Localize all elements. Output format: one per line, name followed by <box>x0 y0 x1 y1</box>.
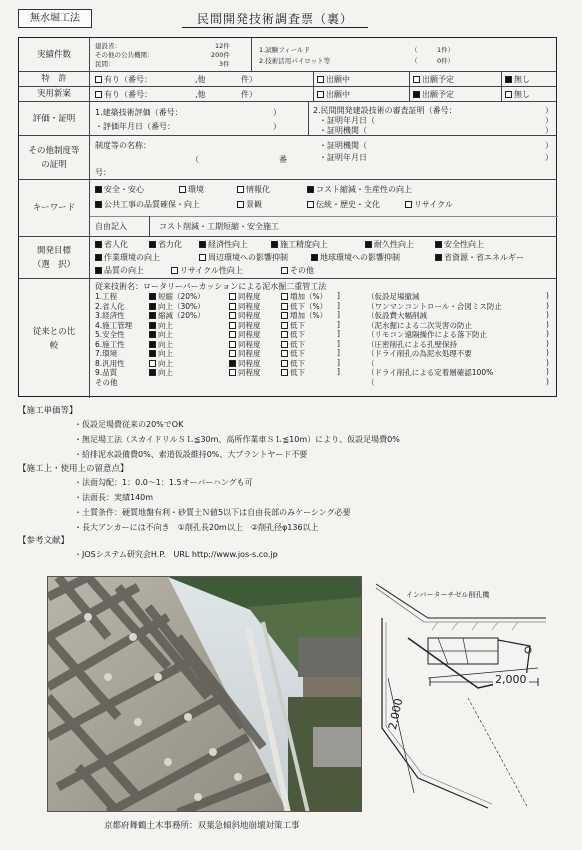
paren: ) <box>546 367 549 376</box>
goal-option: 省資源・省エネルギー <box>444 253 524 262</box>
checkbox-checked[interactable] <box>311 254 318 261</box>
bracket: ] <box>337 310 340 319</box>
goal-option: 省力化 <box>158 240 182 249</box>
comparison-text: 縮減（20%） <box>158 311 205 320</box>
comparison-text: 増加（%） <box>290 311 328 320</box>
comparison-text: （仮設費大幅削減 <box>367 311 427 320</box>
checkbox-checked[interactable] <box>435 254 442 261</box>
checkbox-checked[interactable] <box>149 341 156 348</box>
paren: ） <box>545 116 553 125</box>
row-hikaku <box>19 278 556 398</box>
list-item: ・長大アンカーには不向き ①削孔長20m以上 ②削孔径φ136以上 <box>74 523 319 532</box>
comparison-text: （リモコン遠隔操作による落下防止 <box>367 330 487 339</box>
comparison-item <box>95 377 118 388</box>
checkbox[interactable] <box>95 91 102 98</box>
comparison-text: （ドライ削孔の為泥水処理不要 <box>367 349 472 358</box>
checkbox[interactable] <box>405 201 412 208</box>
comparison-text: 同程度 <box>238 292 261 301</box>
comparison-text: 低下 <box>290 320 305 330</box>
title-underline <box>182 27 368 28</box>
checkbox[interactable] <box>281 350 288 357</box>
comparison-text: 同程度 <box>238 358 261 368</box>
hyoka-r2: ・証明年月日（ <box>319 116 375 125</box>
jitsuyo-shutsugan: 出願中 <box>326 90 350 99</box>
bracket: ] <box>337 357 340 367</box>
comparison-text: 同程度 <box>238 368 261 377</box>
comparison-text: 6.施工性 <box>95 339 125 349</box>
jisseki-item: 民間： <box>95 60 115 68</box>
checkbox[interactable] <box>229 293 236 300</box>
list-item: ・法面長：実績140m <box>74 493 154 502</box>
paren: ） <box>273 108 281 117</box>
hyoka-l2: ・評価年月日（番号： <box>95 122 175 131</box>
list-item: ・土質条件：硬質地盤有利・砂質土Ｎ値5以下は自由長部のみケーシング必要 <box>74 508 351 517</box>
tokkyo-label: 特 許 <box>19 72 90 86</box>
checkbox-checked[interactable] <box>149 241 156 248</box>
list-item: ・仮設足場費従来の20%でOK <box>74 420 184 429</box>
paren: ) <box>546 319 549 329</box>
method-tag: 無水堀工法 <box>18 9 92 28</box>
checkbox[interactable] <box>229 303 236 310</box>
tokkyo-ari: 有り（番号： <box>104 75 152 84</box>
keyword-option: 景観 <box>246 200 262 209</box>
comparison-note <box>367 377 375 388</box>
list-item: ・無足場工法（スカイドリルＳＬ≦30m、高所作業車ＳＬ≦10m）により、仮設足場費0% <box>74 435 400 444</box>
checkbox-checked[interactable] <box>307 186 314 193</box>
comparison-text: 5.安全性 <box>95 330 125 339</box>
checkbox-checked[interactable] <box>149 369 156 376</box>
section-diagram <box>368 578 546 818</box>
comparison-text: 同程度 <box>238 330 261 339</box>
row-hyoka <box>19 101 556 135</box>
checkbox[interactable] <box>95 76 102 83</box>
tokkyo-ta: ,他 <box>195 75 206 84</box>
jitsuyo-ta: ,他 <box>195 90 206 99</box>
comparison-text: 3.経済性 <box>95 311 125 320</box>
checkbox[interactable] <box>229 312 236 319</box>
checkbox[interactable] <box>281 267 288 274</box>
checkbox-checked[interactable] <box>229 360 236 367</box>
hyoka-l1: 1.建築技術評価（番号： <box>95 108 183 117</box>
section-heading: 【参考文献】 <box>18 536 70 546</box>
paren: ） <box>545 126 553 135</box>
comparison-text: （ワンマンコントロール・合図ミス防止 <box>367 301 502 311</box>
bracket: ] <box>337 319 340 329</box>
sonota-r1: ・証明機関（ <box>319 141 367 150</box>
paren: ) <box>546 348 549 357</box>
hikaku-label: 従来との比較 <box>19 279 90 398</box>
checkbox[interactable] <box>317 91 324 98</box>
bracket: ] <box>337 348 340 357</box>
checkbox-checked[interactable] <box>413 91 420 98</box>
comparison-text: 向上 <box>158 358 173 368</box>
photo-illustration <box>48 577 362 812</box>
checkbox-checked[interactable] <box>505 76 512 83</box>
checkbox-checked[interactable] <box>149 331 156 338</box>
paren: ) <box>546 300 549 310</box>
goal-option: 経済性向上 <box>208 240 248 249</box>
paren: ) <box>546 329 549 338</box>
bracket: ] <box>337 300 340 310</box>
goal-option: 省人化 <box>104 240 128 249</box>
sonota-label: その他制度等の証明 <box>19 136 90 179</box>
survey-table <box>18 37 557 397</box>
sonota-l2b: 番 <box>279 155 287 164</box>
tokkyo-nashi: 無し <box>514 75 530 84</box>
site-photo <box>47 576 362 812</box>
checkbox-checked[interactable] <box>95 241 102 248</box>
diagram-label: インバーターチゼル削孔機 <box>406 591 490 599</box>
keyword-option: コスト縮減・生産性の向上 <box>316 185 412 194</box>
jisseki-count: 12件 <box>215 42 230 50</box>
comparison-option-better <box>149 367 173 378</box>
row-keyword <box>19 179 556 236</box>
section-heading: 【施工上・使用上の留意点】 <box>18 464 129 474</box>
jisseki-label: 実績件数 <box>19 38 90 71</box>
checkbox[interactable] <box>229 322 236 329</box>
tokkyo-shutsugan: 出願中 <box>326 75 350 84</box>
comparison-text: 低下 <box>290 358 305 368</box>
comparison-text: 2.省人化 <box>95 301 125 311</box>
paren: ） <box>545 141 553 150</box>
comparison-text: 向上 <box>158 349 173 358</box>
comparison-text: 同程度 <box>238 301 261 311</box>
comparison-text: 同程度 <box>238 349 261 358</box>
checkbox-checked[interactable] <box>271 241 278 248</box>
bracket: ] <box>337 367 340 376</box>
checkbox[interactable] <box>281 322 288 329</box>
checkbox-checked[interactable] <box>149 303 156 310</box>
paren: ) <box>546 310 549 319</box>
keyword-option: 環境 <box>188 185 204 194</box>
reference-link[interactable]: ・JOSシステム研究会H.P. URL http://www.jos-s.co.jp <box>74 550 278 559</box>
checkbox[interactable] <box>317 76 324 83</box>
keyword-option: 情報化 <box>246 185 270 194</box>
comparison-text: 短縮（20%） <box>158 292 205 301</box>
checkbox-checked[interactable] <box>365 241 372 248</box>
jisseki-item: 建設省： <box>95 42 121 50</box>
keyword-option: 公共工事の品質確保・向上 <box>104 200 200 209</box>
comparison-option-same <box>229 367 261 378</box>
jitsuyo-ken: 件） <box>241 90 257 99</box>
comparison-text: 低下 <box>290 349 305 358</box>
checkbox-checked[interactable] <box>435 241 442 248</box>
sonota-r2: ・証明年月日 <box>319 153 367 162</box>
keyword-label: キーワード <box>19 180 90 236</box>
row-tokkyo <box>19 71 556 86</box>
paren: ） <box>545 106 553 115</box>
checkbox[interactable] <box>237 186 244 193</box>
comparison-text: 7.環境 <box>95 349 118 358</box>
comparison-text: 8.汎用性 <box>95 358 125 368</box>
checkbox[interactable] <box>229 369 236 376</box>
comparison-text: 4.施工管理 <box>95 320 133 330</box>
section-heading: 【施工単価等】 <box>18 406 78 416</box>
list-item: ・法面勾配：1：0.0～1：1.5オーバーハングも可 <box>74 478 253 487</box>
comparison-text: 同程度 <box>238 339 261 349</box>
comparison-note <box>367 367 493 378</box>
checkbox[interactable] <box>199 254 206 261</box>
mokuhyo-label: 開発目標（選 択） <box>19 237 90 278</box>
checkbox[interactable] <box>149 360 156 367</box>
comparison-text: （ドライ削孔による定着層確認100% <box>367 368 494 377</box>
jitsuyo-nashi: 無し <box>514 90 530 99</box>
goal-option: 品質の向上 <box>104 266 144 275</box>
free-entry-label: 自由記入 <box>95 222 127 231</box>
checkbox[interactable] <box>281 303 288 310</box>
checkbox[interactable] <box>505 91 512 98</box>
jisseki-item: その他の公共機関： <box>95 51 154 59</box>
sonota-l2c: 号： <box>95 168 111 177</box>
comparison-text: （ <box>367 358 375 368</box>
comparison-text: 低下 <box>290 368 305 377</box>
comparison-text: （泥水掘による二次災害の防止 <box>367 320 472 330</box>
checkbox[interactable] <box>413 76 420 83</box>
comparison-text: 低下 <box>290 330 305 339</box>
checkbox-checked[interactable] <box>149 350 156 357</box>
paren: ) <box>546 357 549 367</box>
keyword-option: リサイクル <box>414 200 453 209</box>
jisseki-count: 3件 <box>219 60 230 68</box>
jitsuyo-yotei: 出願予定 <box>422 90 454 99</box>
checkbox-checked[interactable] <box>95 201 102 208</box>
jisseki-right-item: 2.技術活用パイロット等 <box>259 57 331 65</box>
checkbox-checked[interactable] <box>199 241 206 248</box>
checkbox-checked[interactable] <box>149 312 156 319</box>
jisseki-right-count: （ 0件） <box>411 57 455 65</box>
comparison-text: （仮設足場撤減 <box>367 292 420 301</box>
goal-option: 地球環境への影響抑制 <box>320 253 400 262</box>
conventional-method: 従来技術名：ロータリーパーカッションによる泥水掘二重管工法 <box>95 282 327 291</box>
comparison-text: 向上（30%） <box>158 301 205 311</box>
bracket: ] <box>337 291 340 300</box>
goal-option: 作業環境の向上 <box>104 253 160 262</box>
checkbox[interactable] <box>281 369 288 376</box>
checkbox-checked[interactable] <box>95 254 102 261</box>
goal-option: 耐久性向上 <box>374 240 414 249</box>
goal-option: 施工精度向上 <box>280 240 328 249</box>
comparison-text: 9.品質 <box>95 368 118 377</box>
comparison-text: 1.工程 <box>95 292 118 301</box>
keyword-option: 安全・安心 <box>104 185 144 194</box>
checkbox-checked[interactable] <box>95 186 102 193</box>
checkbox[interactable] <box>307 201 314 208</box>
goal-option: リサイクル性向上 <box>180 266 243 275</box>
row-jisseki <box>19 38 556 71</box>
bracket: ] <box>337 329 340 338</box>
comparison-text: その他 <box>95 377 118 387</box>
goal-option: 安全性向上 <box>444 240 484 249</box>
comparison-text: 向上 <box>158 320 173 330</box>
keyword-option: 伝統・歴史・文化 <box>316 200 380 209</box>
paren: ) <box>546 338 549 348</box>
comparison-text: 低下（%） <box>290 301 328 311</box>
checkbox[interactable] <box>229 331 236 338</box>
dimension-horizontal: 2,000 <box>495 673 527 686</box>
paren: ） <box>273 122 281 131</box>
free-entry-text: コスト削減・工期短縮・安全施工 <box>159 222 279 231</box>
comparison-text: （ <box>367 377 375 387</box>
comparison-text: 向上 <box>158 330 173 339</box>
checkbox[interactable] <box>179 186 186 193</box>
paren: ） <box>545 153 553 162</box>
checkbox[interactable] <box>229 341 236 348</box>
comparison-text: 同程度 <box>238 320 261 330</box>
comparison-text: 低下 <box>290 339 305 349</box>
checkbox[interactable] <box>281 312 288 319</box>
jisseki-right-count: （ 1件） <box>411 46 455 54</box>
photo-caption: 京都府舞鶴土木事務所：双葉急傾斜地崩壊対策工事 <box>104 821 300 831</box>
list-item: ・給排泥水設備費0%、索道仮設維持0%、大プラントヤード不要 <box>74 450 308 459</box>
bracket: ] <box>337 338 340 348</box>
goal-option: その他 <box>290 266 314 275</box>
comparison-text: 向上 <box>158 339 173 349</box>
checkbox[interactable] <box>237 201 244 208</box>
row-sonota <box>19 135 556 179</box>
checkbox-checked[interactable] <box>149 322 156 329</box>
comparison-text: 増加（%） <box>290 292 328 301</box>
checkbox[interactable] <box>281 360 288 367</box>
hyoka-r1: 2.民間開発建設技術の審査証明（番号： <box>313 106 457 115</box>
jitsuyo-ari: 有り（番号： <box>104 90 152 99</box>
page-title: 民間開発技術調査票（裏） <box>196 12 353 26</box>
checkbox[interactable] <box>229 350 236 357</box>
jisseki-right-item: 1.試験フィールド <box>259 46 311 54</box>
checkbox[interactable] <box>281 293 288 300</box>
checkbox-checked[interactable] <box>149 293 156 300</box>
checkbox-checked[interactable] <box>95 267 102 274</box>
checkbox[interactable] <box>281 341 288 348</box>
checkbox[interactable] <box>281 331 288 338</box>
paren: ) <box>546 376 549 386</box>
sonota-l1: 制度等の名称： <box>95 141 151 150</box>
comparison-note <box>367 348 472 359</box>
sonota-l2a: （ <box>191 155 199 164</box>
checkbox[interactable] <box>171 267 178 274</box>
hyoka-label: 評価・証明 <box>19 102 90 135</box>
paren: ) <box>546 291 549 300</box>
row-jitsuyo <box>19 86 556 101</box>
comparison-text: 向上 <box>158 368 173 377</box>
tokkyo-ken: 件） <box>241 75 257 84</box>
jisseki-count: 200件 <box>211 51 230 59</box>
row-mokuhyo <box>19 236 556 278</box>
jitsuyo-label: 実用新案 <box>19 87 90 101</box>
hyoka-r3: ・証明機関（ <box>319 126 367 135</box>
goal-option: 周辺環境への影響抑制 <box>208 253 288 262</box>
dimension-vertical: 2,000 <box>386 697 406 731</box>
comparison-text: 同程度 <box>238 311 261 320</box>
comparison-option-worse <box>281 367 305 378</box>
comparison-text: （圧密削孔による孔壁保持 <box>367 339 457 349</box>
tokkyo-yotei: 出願予定 <box>422 75 454 84</box>
